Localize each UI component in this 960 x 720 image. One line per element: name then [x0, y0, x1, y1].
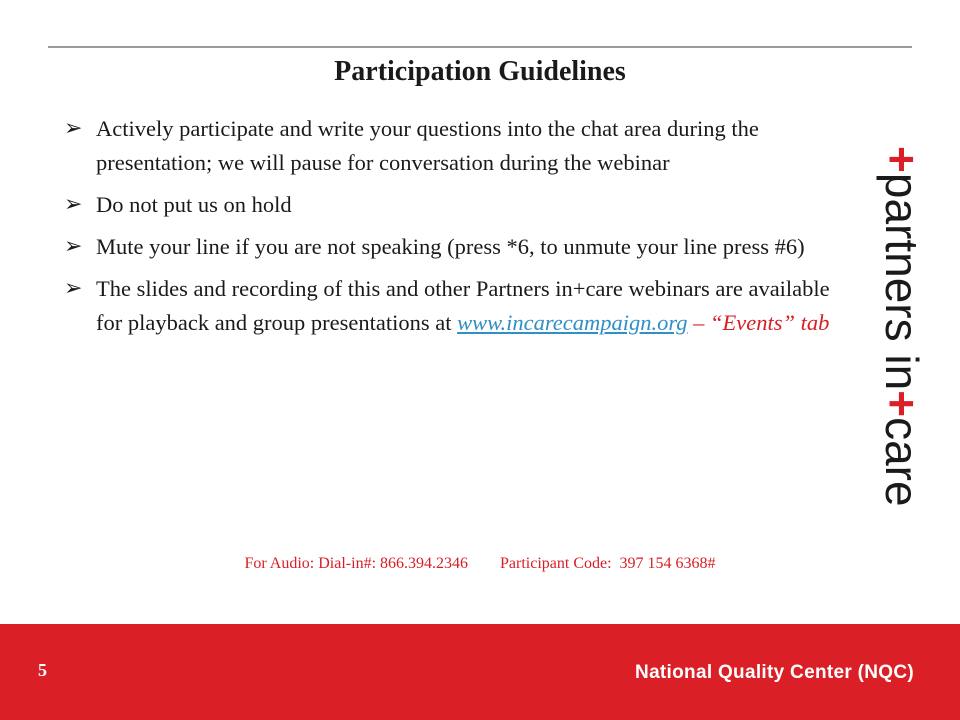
dial-in-number: For Audio: Dial-in#: 866.394.2346	[244, 555, 469, 572]
page-number: 5	[38, 660, 47, 680]
bullet-text: The slides and recording of this and other Partners in+care webinars are available for playback and group presentations at	[96, 276, 830, 335]
bullet-text: Do not put us on hold	[96, 192, 292, 217]
list-item	[64, 230, 844, 264]
list-item	[64, 272, 844, 340]
list-item	[64, 188, 844, 222]
list-item	[64, 112, 844, 180]
partners-in-care-logo	[868, 146, 924, 506]
bullet-text: Actively participate and write your questions into the chat area during the presentation; we will pause for conversation during the webinar	[96, 116, 759, 175]
audio-info	[0, 555, 960, 573]
arrow-bullet-icon: ➢	[64, 116, 83, 141]
events-tab-note: – “Events” tab	[687, 310, 830, 335]
website-link[interactable]: www.incarecampaign.org	[457, 310, 688, 335]
organization-name: National Quality Center (NQC)	[635, 662, 914, 683]
arrow-bullet-icon: ➢	[64, 276, 83, 301]
participant-code: Participant Code: 397 154 6368#	[500, 555, 716, 572]
arrow-bullet-icon: ➢	[64, 234, 83, 259]
top-divider	[48, 46, 912, 48]
bullet-text: Mute your line if you are not speaking (press *6, to unmute your line press #6)	[96, 234, 805, 259]
arrow-bullet-icon: ➢	[64, 192, 83, 217]
svg-text:+partners in+care: +partners in+care	[876, 146, 924, 506]
slide-title: Participation Guidelines	[334, 56, 626, 87]
guidelines-list	[64, 112, 844, 348]
